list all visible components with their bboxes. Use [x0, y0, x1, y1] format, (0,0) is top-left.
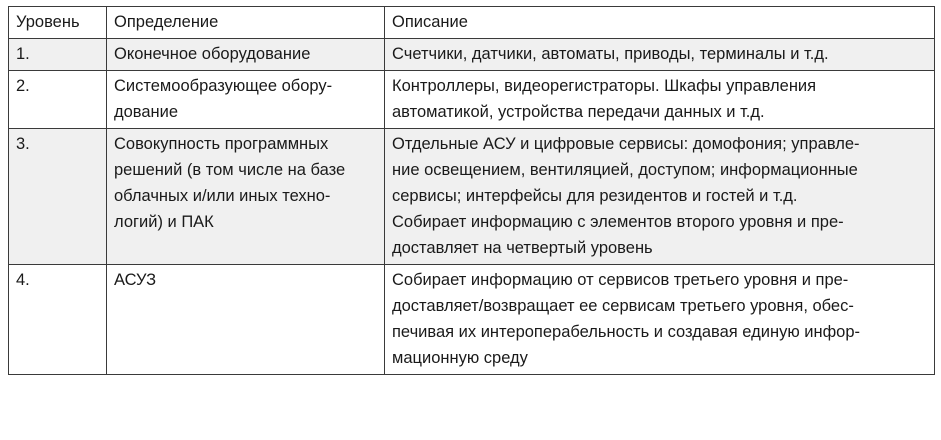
table-row	[9, 129, 935, 265]
description-cell: Счетчики, датчики, автоматы, приводы, терминалы и т.д.	[385, 39, 935, 71]
header-definition: Определение	[107, 7, 385, 39]
table-row	[9, 71, 935, 129]
levels-table	[8, 6, 935, 375]
header-description: Описание	[385, 7, 935, 39]
definition-cell: Совокупность программных решений (в том числе на базе облачных и/или иных техно- логий) и ПАК	[107, 129, 385, 265]
level-cell: 1.	[9, 39, 107, 71]
definition-cell: Системообразующее обору- дование	[107, 71, 385, 129]
header-level: Уровень	[9, 7, 107, 39]
level-cell: 4.	[9, 265, 107, 375]
level-cell: 2.	[9, 71, 107, 129]
table-row	[9, 265, 935, 375]
description-cell: Отдельные АСУ и цифровые сервисы: домофония; управле- ние освещением, вентиляцией, доступом; информационные сервисы; интерфейсы для резидентов и гостей и т.д. Собирает информацию с элементов второго уровня и пре- доставляет на четвертый уровень	[385, 129, 935, 265]
definition-cell: АСУЗ	[107, 265, 385, 375]
table-header-row	[9, 7, 935, 39]
table-row	[9, 39, 935, 71]
description-cell: Собирает информацию от сервисов третьего уровня и пре- доставляет/возвращает ее сервисам третьего уровня, обес- печивая их интероперабельность и создавая единую инфор- мационную среду	[385, 265, 935, 375]
definition-cell: Оконечное оборудование	[107, 39, 385, 71]
level-cell: 3.	[9, 129, 107, 265]
description-cell: Контроллеры, видеорегистраторы. Шкафы управления автоматикой, устройства передачи данных и т.д.	[385, 71, 935, 129]
